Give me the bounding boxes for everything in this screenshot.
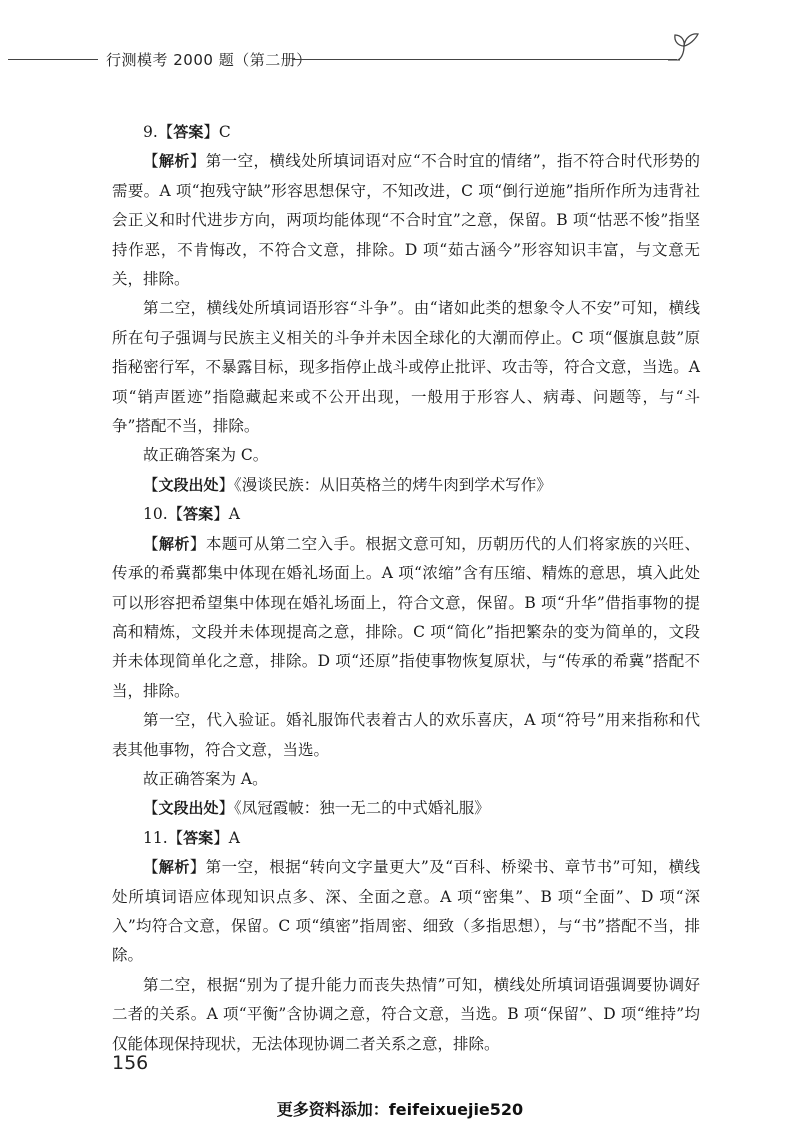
answer-tag: 答案 [183, 828, 214, 847]
analysis-tag: 解析 [158, 858, 190, 877]
analysis-10-first-blank: 第一空，代入验证。婚礼服饰代表着古人的欢乐喜庆，A 项“符号”用来指称和代表其他事物，符合文意，当选。 [112, 711, 700, 759]
conclusion-9: 故正确答案为 C。 [143, 446, 269, 465]
sprout-icon [668, 30, 708, 64]
answer-value: C [218, 123, 231, 141]
footer-contact: 更多资料添加：feifeixuejie520 [276, 1100, 524, 1119]
analysis-10: 【解析】本题可从第二空入手。根据文意可知，历朝历代的人们将家族的兴旺、传承的希冀都集中体现在婚礼场面上。A 项“浓缩”含有压缩、精炼的意思，填入此处可以形容把希望集中体现在婚礼场面上，符合文意，保留。B 项“升华”借指事物的提高和精炼，文段并未体现提高之意，排除。C 项“简化”指把繁杂的变为简单的，文段并未体现简单化之意，排除。D 项“还原”指使事物恢复原状，与“传承的希冀”搭配不当，排除。 [112, 534, 700, 700]
source-tag: 文段出处 [158, 475, 219, 494]
source-tag: 文段出处 [158, 799, 219, 818]
page-number: 156 [112, 1052, 149, 1074]
answer-tag: 答案 [183, 505, 214, 524]
answer-line-9: 9.【答案】C [143, 123, 231, 141]
running-header [0, 44, 800, 74]
answer-line-11: 11.【答案】A [143, 828, 240, 847]
answer-tag: 答案 [173, 123, 204, 141]
header-rule-left [8, 59, 98, 60]
analysis-11: 【解析】第一空，根据“转向文字量更大”及“百科、桥梁书、章节书”可知，横线处所填词语应体现知识点多、深、全面之意。A 项“密集”、B 项“全面”、D 项“深入”均符合文意，保留。C 项“缜密”指周密、细致（多指思想），与“书”搭配不当，排除。 [112, 858, 700, 965]
analysis-9-second-blank: 第二空，横线处所填词语形容“斗争”。由“诸如此类的想象令人不安”可知，横线所在句子强调与民族主义相关的斗争并未因全球化的大潮而停止。C 项“偃旗息鼓”原指秘密行军，不暴露目标，现多指停止战斗或停止批评、攻击等，符合文意，当选。A 项“销声匿迹”指隐藏起来或不公开出现，一般用于形容人、病毒、问题等，与“斗争”搭配不当，排除。 [112, 299, 700, 436]
header-rule-right [292, 59, 677, 60]
book-title: 行测模考 2000 题（第二册） [106, 51, 312, 69]
analysis-tag: 解析 [158, 534, 190, 553]
source-10: 【文段出处】《凤冠霞帔：独一无二的中式婚礼服》 [143, 799, 490, 818]
analysis-tag: 解析 [158, 152, 190, 171]
answer-value: A [228, 505, 240, 524]
conclusion-10: 故正确答案为 A。 [143, 769, 268, 788]
source-9: 【文段出处】《漫谈民族：从旧英格兰的烤牛肉到学术写作》 [143, 475, 552, 494]
analysis-11-second-blank: 第二空，根据“别为了提升能力而丧失热情”可知，横线处所填词语强调要协调好二者的关系。A 项“平衡”含协调之意，符合文意，当选。B 项“保留”、D 项“维持”均仅能体现保持现状，无法体现协调二者关系之意，排除。 [112, 975, 700, 1053]
answer-explanations [112, 118, 700, 1059]
answer-line-10: 10.【答案】A [143, 505, 240, 524]
analysis-9: 【解析】第一空，横线处所填词语对应“不合时宜的情绪”，指不符合时代形势的需要。A 项“抱残守缺”形容思想保守，不知改进，C 项“倒行逆施”指所作所为违背社会正义和时代进步方向，两项均能体现“不合时宜”之意，保留。B 项“怙恶不悛”指坚持作恶，不肯悔改，不符合文意，排除。D 项“茹古涵今”形容知识丰富，与文意无关，排除。 [112, 152, 700, 289]
answer-value: A [228, 828, 240, 847]
